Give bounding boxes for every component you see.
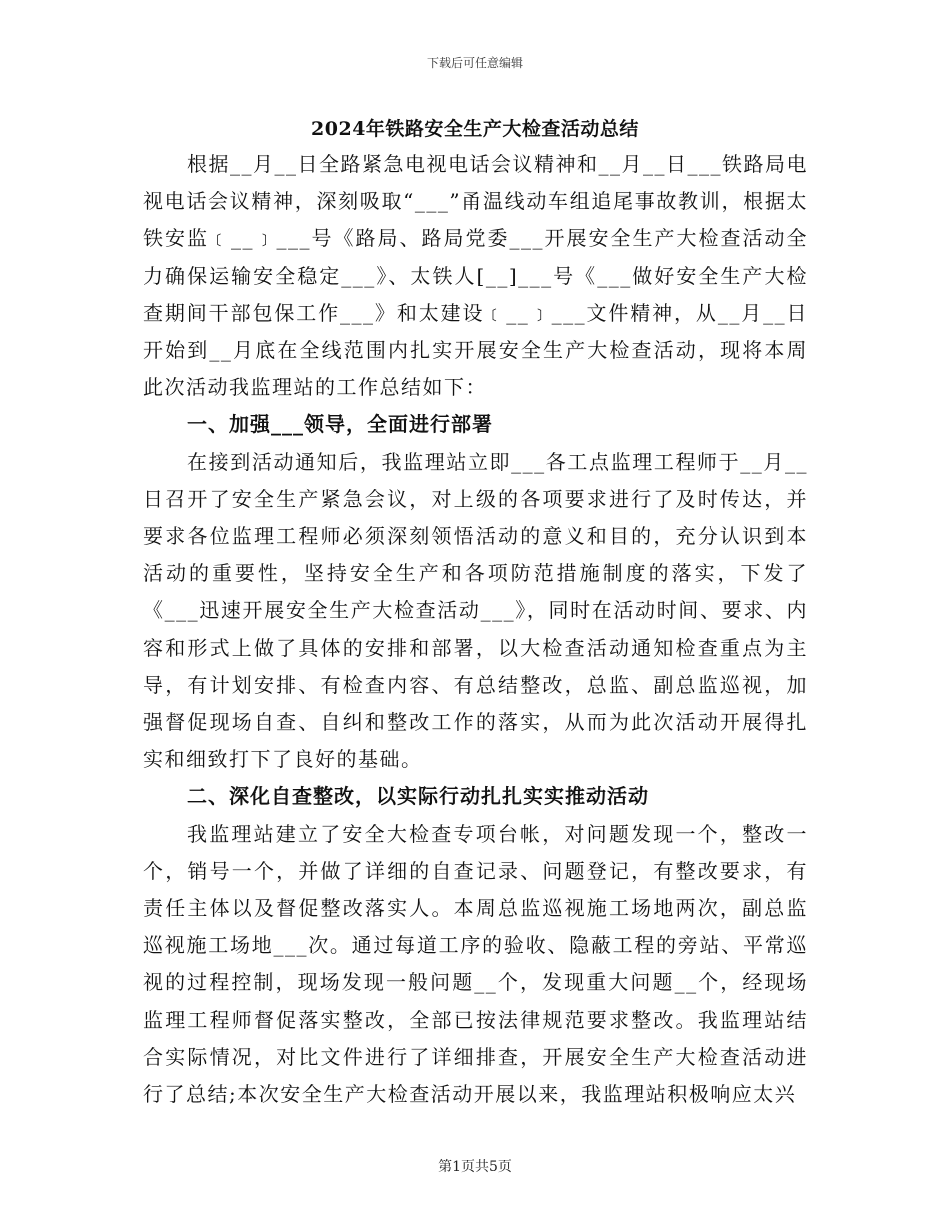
- document-title: 2024年铁路安全生产大检查活动总结: [311, 118, 639, 140]
- paragraph-intro: 根据__月__日全路紧急电视电话会议精神和__月__日___铁路局电视电话会议精神，深刻吸取“___”甬温线动车组追尾事故教训，根据太铁安监﹝__﹞___号《路局、路局党委___开展安全生产大检查活动全力确保运输安全稳定___》、太铁人[__]___号《___做好安全生产大检查期间干部包保工作___》和太建设﹝__﹞___文件精神，从__月__日开始到__月底在全线范围内扎实开展安全生产大检查活动，现将本周此次活动我监理站的工作总结如下：: [143, 152, 808, 400]
- document-body: [143, 146, 808, 1113]
- page-number-footer: 第1页共5页: [438, 1159, 512, 1175]
- section-heading-2: 二、深化自查整改，以实际行动扎扎实实推动活动: [187, 784, 649, 809]
- header-note: 下载后可任意编辑: [426, 56, 523, 70]
- paragraph-section-2: 我监理站建立了安全大检查专项台帐，对问题发现一个，整改一个，销号一个，并做了详细的自查记录、问题登记，有整改要求，有责任主体以及督促整改落实人。本周总监巡视施工场地两次，副总监巡视施工场地___次。通过每道工序的验收、隐蔽工程的旁站、平常巡视的过程控制，现场发现一般问题__个，发现重大问题__个，经现场监理工程师督促落实整改，全部已按法律规范要求整改。我监理站结合实际情况，对比文件进行了详细排查，开展安全生产大检查活动进行了总结;本次安全生产大检查活动开展以来，我监理站积极响应太兴: [143, 821, 808, 1107]
- paragraph-section-1: 在接到活动通知后，我监理站立即___各工点监理工程师于__月__日召开了安全生产紧急会议，对上级的各项要求进行了及时传达，并要求各位监理工程师必须深刻领悟活动的意义和目的，充分认识到本活动的重要性，坚持安全生产和各项防范措施制度的落实，下发了《___迅速开展安全生产大检查活动___》，同时在活动时间、要求、内容和形式上做了具体的安排和部署，以大检查活动通知检查重点为主导，有计划安排、有检查内容、有总结整改，总监、副总监巡视，加强督促现场自查、自纠和整改工作的落实，从而为此次活动开展得扎实和细致打下了良好的基础。: [143, 449, 808, 772]
- section-heading-1: 一、加强___领导，全面进行部署: [187, 412, 493, 437]
